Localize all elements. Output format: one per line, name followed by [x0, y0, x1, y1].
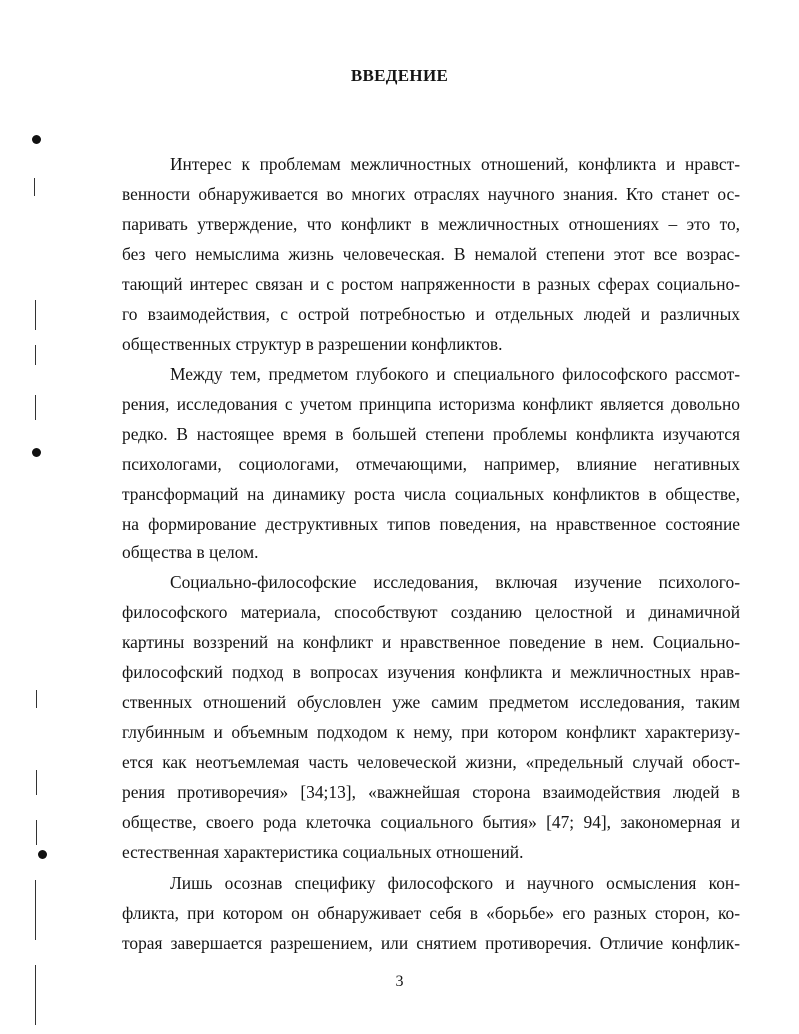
text-line: философского материала, способствуют созданию целостной и динамичной	[122, 602, 740, 622]
text-line: венности обнаруживается во многих отраслях научного знания. Кто станет ос-	[122, 184, 740, 204]
text-line: Социально-философские исследования, включая изучение психолого-	[170, 572, 740, 592]
text-line: без чего немыслима жизнь человеческая. В немалой степени этот все возрас-	[122, 244, 740, 264]
text-line: паривать утверждение, что конфликт в межличностных отношениях – это то,	[122, 214, 740, 234]
scan-edge-mark	[36, 690, 37, 708]
scan-edge-mark	[36, 820, 37, 845]
scan-edge-mark	[34, 178, 35, 196]
text-line: общественных структур в разрешении конфликтов.	[122, 334, 503, 354]
punch-hole-mark	[38, 850, 47, 859]
punch-hole-mark	[32, 448, 41, 457]
scan-edge-mark	[35, 345, 36, 365]
scan-edge-mark	[35, 880, 36, 940]
text-line: Между тем, предметом глубокого и специального философского рассмот-	[170, 364, 740, 384]
text-line: обществе, своего рода клеточка социального бытия» [47; 94], закономерная и	[122, 812, 740, 832]
text-line: го взаимодействия, с острой потребностью и отдельных людей и различных	[122, 304, 740, 324]
text-line: психологами, социологами, отмечающими, например, влияние негативных	[122, 454, 740, 474]
text-line: Лишь осознав специфику философского и научного осмысления кон-	[170, 873, 740, 893]
text-line: фликта, при котором он обнаруживает себя в «борьбе» его разных сторон, ко-	[122, 903, 740, 923]
text-line: рения противоречия» [34;13], «важнейшая сторона взаимодействия людей в	[122, 782, 740, 802]
text-line: торая завершается разрешением, или снятием противоречия. Отличие конфлик-	[122, 933, 740, 953]
text-line: общества в целом.	[122, 542, 259, 562]
text-line: на формирование деструктивных типов поведения, на нравственное состояние	[122, 514, 740, 534]
page-title: ВВЕДЕНИЕ	[350, 66, 449, 85]
text-line: философский подход в вопросах изучения конфликта и межличностных нрав-	[122, 662, 740, 682]
text-line: Интерес к проблемам межличностных отношений, конфликта и нравст-	[170, 154, 740, 174]
text-line: картины воззрений на конфликт и нравственное поведение в нем. Социально-	[122, 632, 740, 652]
text-line: тающий интерес связан и с ростом напряженности в разных сферах социально-	[122, 274, 740, 294]
text-line: ется как неотъемлемая часть человеческой жизни, «предельный случай обост-	[122, 752, 740, 772]
page-number: 3	[395, 973, 404, 990]
scan-edge-mark	[35, 300, 36, 330]
punch-hole-mark	[32, 135, 41, 144]
text-line: рения, исследования с учетом принципа историзма конфликт является довольно	[122, 394, 740, 414]
scan-edge-mark	[35, 395, 36, 420]
text-line: естественная характеристика социальных отношений.	[122, 842, 524, 862]
text-line: трансформаций на динамику роста числа социальных конфликтов в обществе,	[122, 484, 740, 504]
text-line: ственных отношений обусловлен уже самим предметом исследования, таким	[122, 692, 740, 712]
scan-edge-mark	[36, 770, 37, 795]
text-line: глубинным и объемным подходом к нему, при котором конфликт характеризу-	[122, 722, 740, 742]
text-line: редко. В настоящее время в большей степени проблемы конфликта изучаются	[122, 424, 740, 444]
